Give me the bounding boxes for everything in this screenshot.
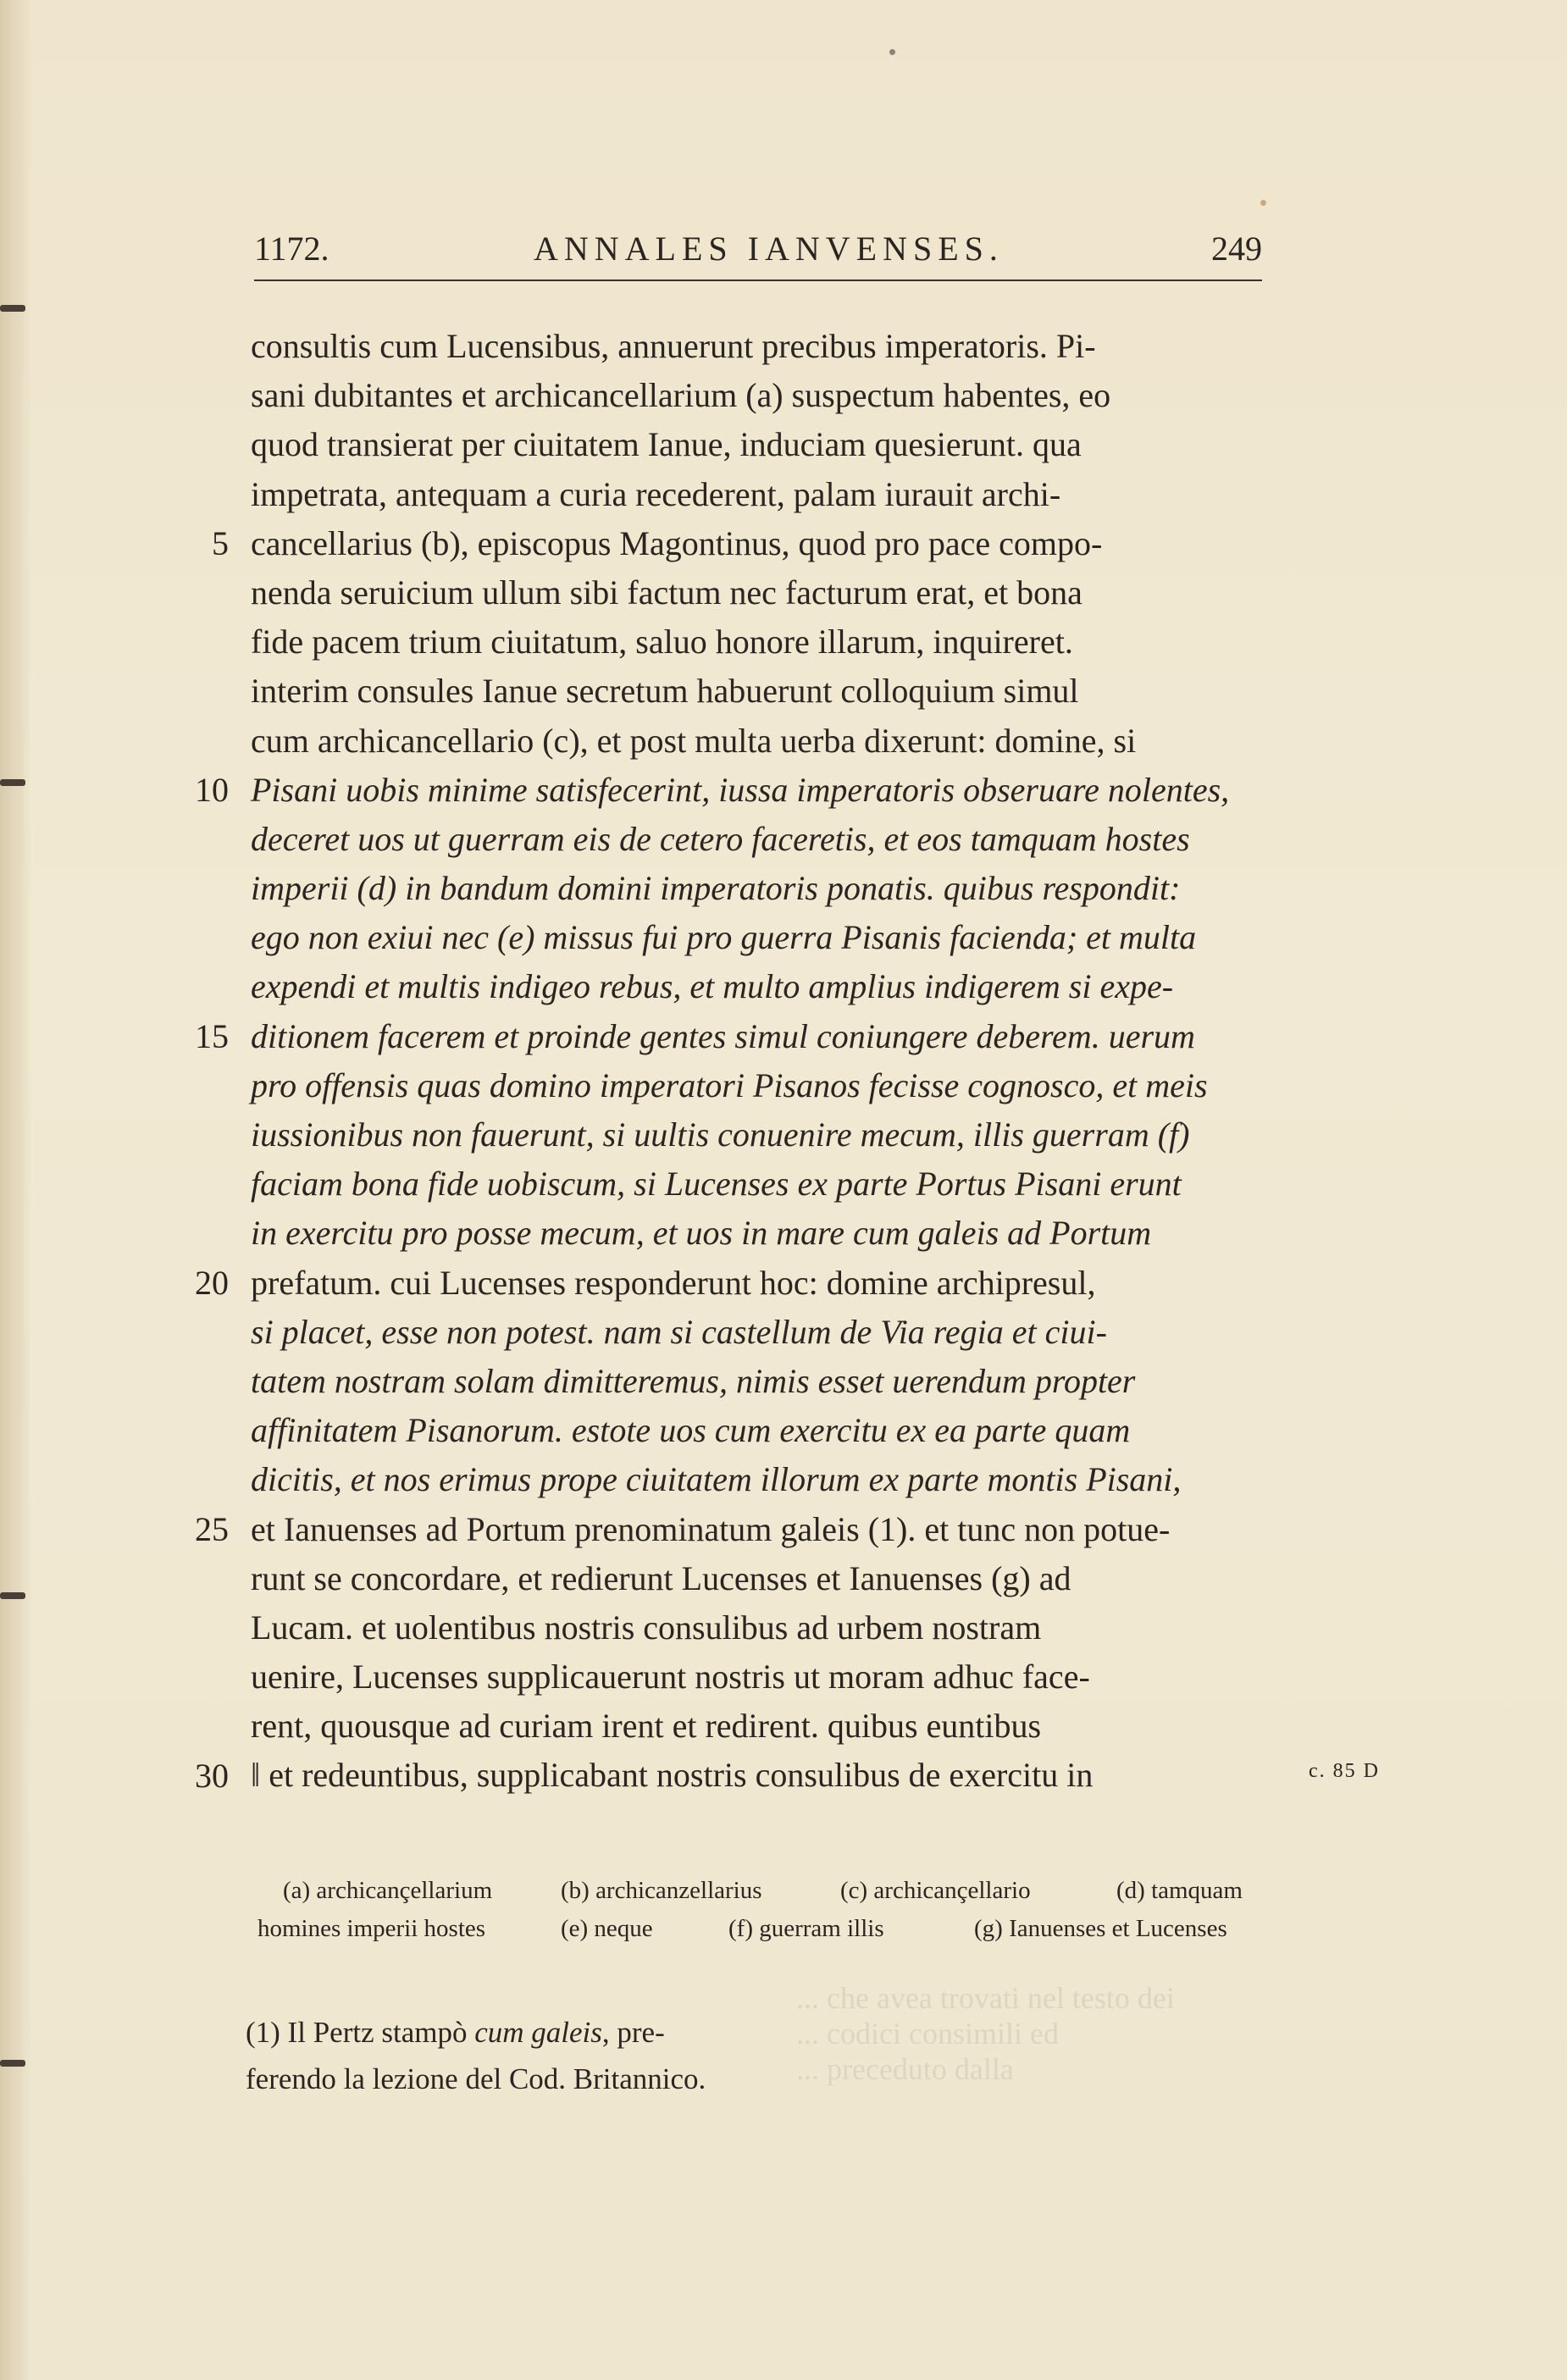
text-line: cancellarius (b), episcopus Magontinus, quod pro pace compo-	[251, 523, 1103, 562]
variant-row	[254, 1910, 1266, 1948]
footnote-line: ferendo la lezione del Cod. Britannico.	[246, 2062, 706, 2095]
text-line: prefatum. cui Lucenses responderunt hoc: domine archipresul,	[251, 1263, 1096, 1302]
text-line: Lucam. et uolentibus nostris consulibus ad urbem nostram	[251, 1608, 1042, 1647]
text-line: et Ianuenses ad Portum prenominatum galeis (1). et tunc non potue-	[251, 1509, 1171, 1548]
text-line: si placet, esse non potest. nam si castellum de Via regia et ciui-	[251, 1312, 1107, 1351]
text-line: interim consules Ianue secretum habuerunt colloquium simul	[251, 672, 1079, 711]
binding-stitch	[0, 305, 25, 312]
bleed-line: ... preceduto dalla	[796, 2052, 1014, 2086]
text-line: ego non exiui nec (e) missus fui pro guerra Pisanis facienda; et multa	[251, 918, 1197, 957]
text-line: ‖ et redeuntibus, supplicabant nostris consulibus de exercitu in	[251, 1756, 1094, 1795]
line-number: 20	[195, 1263, 229, 1302]
variant-note: (e) neque	[561, 1915, 653, 1942]
header-year: 1172.	[254, 230, 329, 268]
text-line: expendi et multis indigeo rebus, et multo amplius indigerem si expe-	[251, 967, 1174, 1006]
variant-note: (d) tamquam	[1116, 1877, 1243, 1904]
line-number: 25	[195, 1509, 229, 1548]
variant-note: (b) archicanzellarius	[561, 1877, 762, 1904]
text-line: imperii (d) in bandum domini imperatoris ponatis. quibus respondit:	[251, 869, 1181, 908]
running-header	[254, 229, 1262, 271]
line-number: 5	[212, 523, 229, 562]
line-number: 30	[195, 1756, 229, 1795]
footnote-line	[246, 2009, 771, 2056]
text-line: nenda seruicium ullum sibi factum nec facturum erat, et bona	[251, 573, 1083, 612]
text-line: iussionibus non fauerunt, si uultis conuenire mecum, illis guerram (f)	[251, 1115, 1190, 1154]
footnote	[246, 2009, 771, 2102]
binding-stitch	[0, 1592, 25, 1599]
text-line: ditionem facerem et proinde gentes simul coniungere deberem. uerum	[251, 1016, 1195, 1055]
text-line: runt se concordare, et redierunt Lucenses et Ianuenses (g) ad	[251, 1558, 1071, 1597]
variant-notes	[254, 1872, 1266, 1948]
text-line: Pisani uobis minime satisfecerint, iussa imperatoris obseruare nolentes,	[251, 770, 1230, 809]
bleed-line: ... che avea trovati nel testo dei	[796, 1981, 1175, 2015]
text-line: uenire, Lucenses supplicauerunt nostris ut moram adhuc face-	[251, 1658, 1090, 1696]
bleed-line: ... codici consimili ed	[796, 2017, 1059, 2051]
main-text	[251, 322, 1267, 1801]
text-line: pro offensis quas domino imperatori Pisanos fecisse cognosco, et meis	[251, 1065, 1208, 1104]
footnote-text: , pre-	[601, 2016, 665, 2049]
variant-note: (g) Ianuenses et Lucenses	[974, 1915, 1227, 1942]
text-line: sani dubitantes et archicancellarium (a) suspectum habentes, eo	[251, 376, 1111, 415]
text-line: dicitis, et nos erimus prope ciuitatem illorum ex parte montis Pisani,	[251, 1460, 1182, 1499]
binding-stitch	[0, 2060, 25, 2067]
text-line: in exercitu pro posse mecum, et uos in mare cum galeis ad Portum	[251, 1214, 1152, 1253]
text-line: faciam bona fide uobiscum, si Lucenses ex parte Portus Pisani erunt	[251, 1165, 1182, 1204]
text-line: rent, quousque ad curiam irent et redirent. quibus euntibus	[251, 1707, 1042, 1746]
header-title: ANNALES IANVENSES.	[534, 230, 1004, 268]
paper-spot	[1260, 200, 1266, 206]
page-binding-edge	[0, 0, 32, 2380]
text-line: impetrata, antequam a curia recederent, palam iurauit archi-	[251, 474, 1061, 513]
variant-note: (f) guerram illis	[728, 1915, 884, 1942]
line-number: 10	[195, 770, 229, 809]
header-rule	[254, 280, 1262, 281]
text-line: tatem nostram solam dimitteremus, nimis esset uerendum propter	[251, 1361, 1136, 1400]
text-line: cum archicancellario (c), et post multa uerba dixerunt: domine, si	[251, 721, 1137, 760]
variant-note: (c) archicançellario	[840, 1877, 1031, 1904]
paper-spot	[889, 49, 895, 55]
variant-note: (a) archicançellarium	[283, 1877, 493, 1904]
margin-reference: c. 85 D	[1309, 1760, 1380, 1782]
binding-stitch	[0, 779, 25, 786]
variant-row	[254, 1872, 1266, 1910]
page-number: 249	[1211, 230, 1262, 268]
footnote-italic: cum galeis	[474, 2016, 602, 2049]
variant-note: homines imperii hostes	[257, 1915, 486, 1942]
text-line: consultis cum Lucensibus, annuerunt precibus imperatoris. Pi-	[251, 327, 1096, 365]
footnote-text: (1) Il Pertz stampò	[246, 2016, 475, 2049]
bleed-through-text	[796, 1980, 1203, 2141]
line-number: 15	[195, 1016, 229, 1055]
text-line: fide pacem trium ciuitatum, saluo honore illarum, inquireret.	[251, 623, 1073, 661]
text-line: quod transierat per ciuitatem Ianue, induciam quesierunt. qua	[251, 425, 1082, 464]
text-line: affinitatem Pisanorum. estote uos cum exercitu ex ea parte quam	[251, 1411, 1131, 1450]
text-line: deceret uos ut guerram eis de cetero faceretis, et eos tamquam hostes	[251, 819, 1190, 858]
